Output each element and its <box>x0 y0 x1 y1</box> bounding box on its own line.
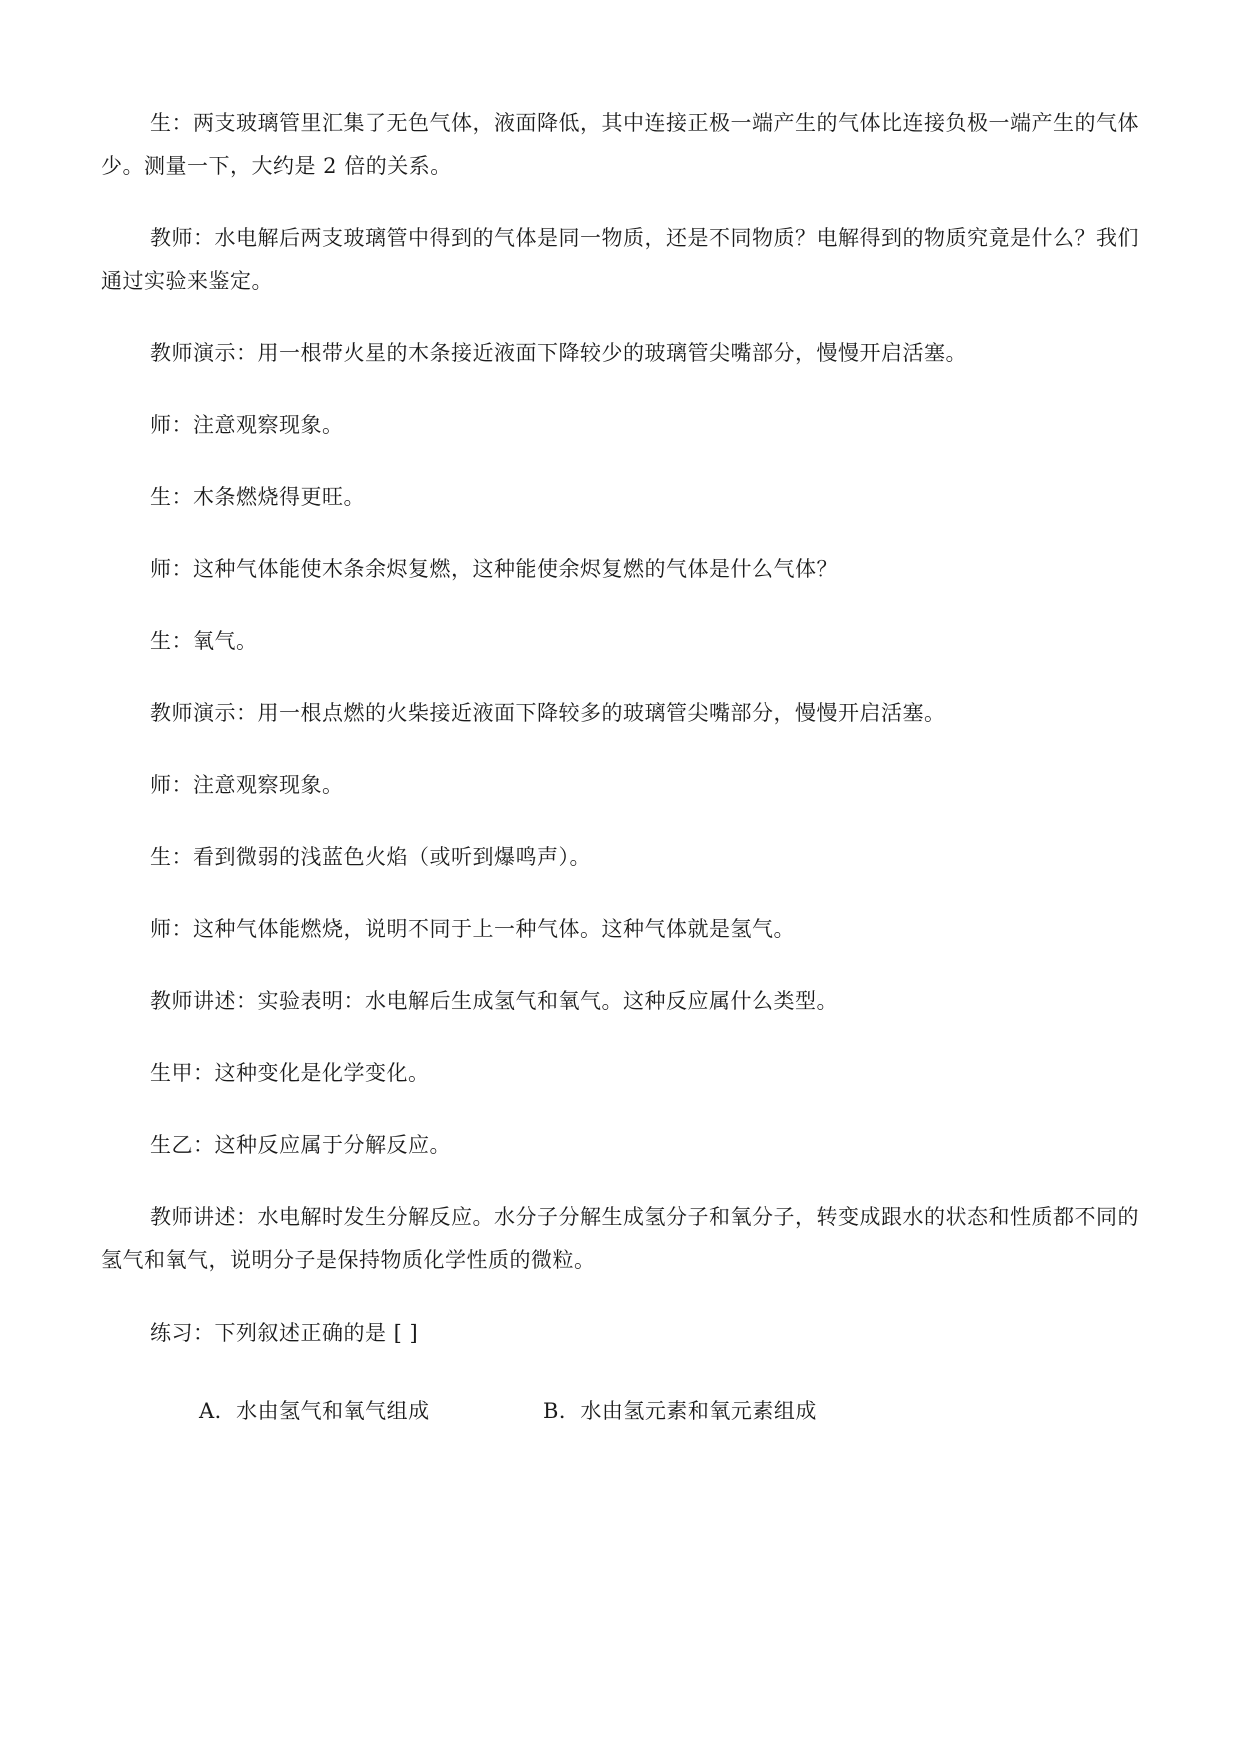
paragraph-teacher-question-2: 师：这种气体能使木条余烬复燃，这种能使余烬复燃的气体是什么气体？ <box>150 557 838 581</box>
paragraph-student-a: 生甲：这种变化是化学变化。 <box>150 1061 430 1085</box>
paragraph-observe-2: 师：注意观察现象。 <box>150 773 344 797</box>
paragraph-student-answer-2: 生：氧气。 <box>150 629 258 653</box>
paragraph-teacher-demo-1: 教师演示：用一根带火星的木条接近液面下降较少的玻璃管尖嘴部分，慢慢开启活塞。 <box>150 341 967 365</box>
option-a: A．水由氢气和氧气组成 <box>199 1399 430 1423</box>
paragraph-student-observation: 生：两支玻璃管里汇集了无色气体，液面降低，其中连接正极一端产生的气体比连接负极一端产生的气体少。测量一下，大约是 2 倍的关系。 <box>101 111 1139 178</box>
paragraph-student-b: 生乙：这种反应属于分解反应。 <box>150 1133 451 1157</box>
paragraph-student-answer-3: 生：看到微弱的浅蓝色火焰（或听到爆鸣声）。 <box>150 845 591 869</box>
paragraph-teacher-narration-2: 教师讲述：水电解时发生分解反应。水分子分解生成氢分子和氧分子，转变成跟水的状态和性质都不同的氢气和氧气，说明分子是保持物质化学性质的微粒。 <box>101 1205 1139 1272</box>
paragraph-teacher-question: 教师：水电解后两支玻璃管中得到的气体是同一物质，还是不同物质？电解得到的物质究竟是什么？我们通过实验来鉴定。 <box>101 226 1139 293</box>
paragraph-observe-1: 师：注意观察现象。 <box>150 413 344 437</box>
paragraph-teacher-demo-2: 教师演示：用一根点燃的火柴接近液面下降较多的玻璃管尖嘴部分，慢慢开启活塞。 <box>150 701 946 725</box>
paragraph-teacher-hydrogen: 师：这种气体能燃烧，说明不同于上一种气体。这种气体就是氢气。 <box>150 917 795 941</box>
paragraph-exercise: 练习：下列叙述正确的是 [ ] <box>150 1321 419 1345</box>
paragraph-teacher-narration-1: 教师讲述：实验表明：水电解后生成氢气和氧气。这种反应属什么类型。 <box>150 989 838 1013</box>
paragraph-student-answer-1: 生：木条燃烧得更旺。 <box>150 485 365 509</box>
option-b: B．水由氢元素和氧元素组成 <box>543 1399 817 1423</box>
